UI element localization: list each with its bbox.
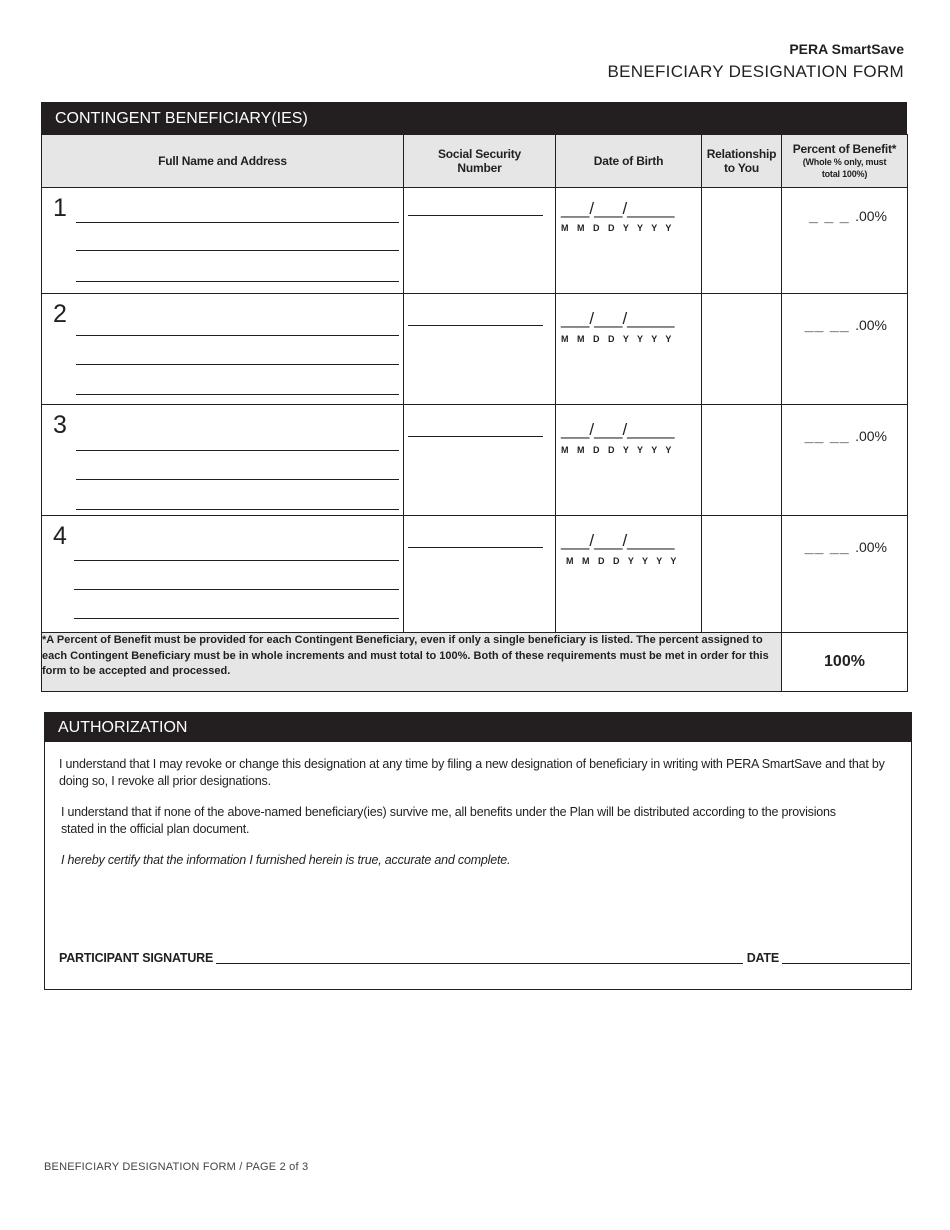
name-line[interactable] [76, 450, 399, 451]
dob-blank[interactable]: ___/___/_____ [561, 420, 675, 439]
dob-format-label: M M D D Y Y Y Y [561, 223, 675, 233]
ssn-line[interactable] [408, 325, 543, 326]
ssn-line[interactable] [408, 436, 543, 437]
beneficiary-row [42, 294, 908, 405]
dob-cell[interactable] [556, 405, 702, 516]
distribution-paragraph: I understand that if none of the above-named beneficiary(ies) survive me, all benefits under the Plan will be distributed according to the provisions stated in the official plan document. [61, 805, 836, 836]
percent-cell[interactable] [782, 516, 908, 633]
brand-name: PERA SmartSave [789, 41, 904, 57]
signature-field[interactable] [216, 949, 743, 964]
relationship-cell[interactable] [702, 294, 782, 405]
address-line[interactable] [74, 618, 399, 619]
name-address-cell[interactable] [42, 405, 404, 516]
contingent-section [41, 102, 907, 692]
percent-cell[interactable] [782, 405, 908, 516]
percent-total: 100% [782, 633, 908, 692]
address-line[interactable] [74, 589, 399, 590]
name-line[interactable] [74, 560, 399, 561]
name-line[interactable] [76, 335, 399, 336]
row-number: 3 [53, 411, 67, 439]
col-header-ssn: Social Security Number [404, 135, 556, 188]
dob-cell[interactable] [556, 516, 702, 633]
ssn-line[interactable] [408, 547, 543, 548]
contingent-section-title: CONTINGENT BENEFICIARY(IES) [41, 102, 907, 134]
relationship-cell[interactable] [702, 516, 782, 633]
ssn-cell[interactable] [404, 188, 556, 294]
address-line[interactable] [76, 364, 399, 365]
col-header-percent: Percent of Benefit* (Whole % only, must total 100%) [782, 135, 908, 188]
percent-blank[interactable]: __ __ .00% [804, 317, 887, 334]
ssn-cell[interactable] [404, 516, 556, 633]
beneficiary-row [42, 188, 908, 294]
address-line[interactable] [76, 394, 399, 395]
ssn-line[interactable] [408, 215, 543, 216]
name-line[interactable] [76, 222, 399, 223]
form-title: BENEFICIARY DESIGNATION FORM [607, 62, 904, 81]
name-address-cell[interactable] [42, 516, 404, 633]
date-label: DATE [746, 951, 780, 965]
date-field[interactable] [782, 949, 910, 964]
col-header-name: Full Name and Address [42, 135, 404, 188]
row-number: 2 [53, 300, 67, 328]
beneficiary-row [42, 516, 908, 633]
note-row [42, 633, 908, 692]
signature-row [59, 949, 893, 965]
address-line[interactable] [76, 509, 399, 510]
col-header-dob: Date of Birth [556, 135, 702, 188]
dob-cell[interactable] [556, 188, 702, 294]
name-address-cell[interactable] [42, 188, 404, 294]
signature-label: PARTICIPANT SIGNATURE [59, 951, 214, 965]
percent-blank[interactable]: _ _ _ .00% [809, 208, 887, 225]
revoke-paragraph: I understand that I may revoke or change this designation at any time by filing a new designation of beneficiary in writing with PERA SmartSave and that by doing so, I revoke all prior designations. [59, 757, 885, 788]
authorization-section [44, 712, 912, 990]
dob-blank[interactable]: ___/___/_____ [561, 309, 675, 328]
address-line[interactable] [76, 250, 399, 251]
address-line[interactable] [76, 479, 399, 480]
col-header-relationship: Relationship to You [702, 135, 782, 188]
percent-cell[interactable] [782, 294, 908, 405]
row-number: 1 [53, 194, 67, 222]
ssn-cell[interactable] [404, 294, 556, 405]
page-footer: BENEFICIARY DESIGNATION FORM / PAGE 2 of 3 [44, 1161, 309, 1173]
dob-blank[interactable]: ___/___/_____ [561, 531, 675, 550]
table-header-row [42, 135, 908, 188]
percent-blank[interactable]: __ __ .00% [804, 428, 887, 445]
percent-blank[interactable]: __ __ .00% [804, 539, 887, 556]
relationship-cell[interactable] [702, 405, 782, 516]
percent-requirement-note: *A Percent of Benefit must be provided for each Contingent Beneficiary, even if only a single beneficiary is listed. The percent assigned to each Contingent Beneficiary must be in whole increments and must total to 100%. Both of these requirements must be met in order for this form to be accepted and processed. [42, 633, 782, 692]
authorization-section-title: AUTHORIZATION [44, 712, 912, 742]
dob-format-label: M M D D Y Y Y Y [561, 445, 675, 455]
beneficiary-row [42, 405, 908, 516]
dob-cell[interactable] [556, 294, 702, 405]
contingent-table [41, 134, 908, 692]
ssn-cell[interactable] [404, 405, 556, 516]
percent-cell[interactable] [782, 188, 908, 294]
certification-statement: I hereby certify that the information I furnished herein is true, accurate and complete. [61, 853, 511, 867]
dob-blank[interactable]: ___/___/_____ [561, 199, 675, 218]
name-address-cell[interactable] [42, 294, 404, 405]
address-line[interactable] [76, 281, 399, 282]
row-number: 4 [53, 522, 67, 550]
relationship-cell[interactable] [702, 188, 782, 294]
dob-format-label: M M D D Y Y Y Y [566, 556, 680, 566]
dob-format-label: M M D D Y Y Y Y [561, 334, 675, 344]
